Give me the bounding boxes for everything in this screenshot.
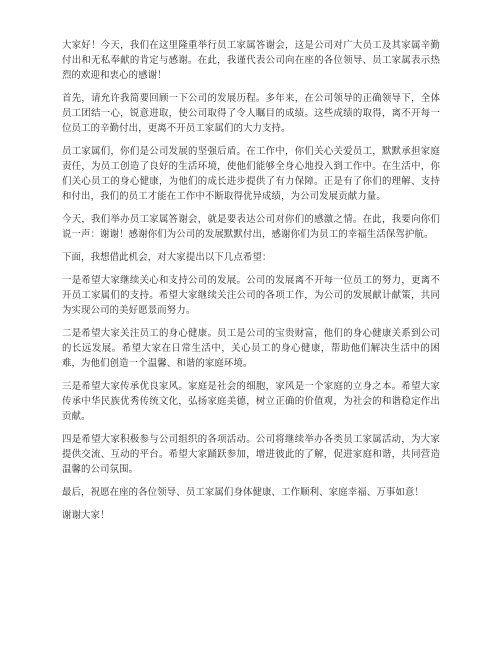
paragraph-closing-wishes: 最后，祝愿在座的各位领导、员工家属们身体健康、工作顺利、家庭幸福、万事如意！ [62,487,424,498]
paragraph-sign-off: 谢谢大家！ [62,510,110,521]
paragraph-hope-four: 四是希望大家积极参与公司组织的各项活动。公司将继续举办各类员工家属活动，为大家提供交流、互动的平台。希望大家踊跃参加，增进彼此的了解，促进家庭和谐，共同营造温馨的公司氛围。 [62,434,440,475]
paragraph-hopes-intro: 下面，我想借此机会，对大家提出以下几点希望： [62,252,272,263]
paragraph-hope-three: 三是希望大家传承优良家风。家庭是社会的细胞，家风是一个家庭的立身之本。希望大家传承中华民族优秀传统文化，弘扬家庭美德，树立正确的价值观，为社会的和谐稳定作出贡献。 [62,381,440,422]
document-body [62,38,440,531]
paragraph-thanks: 今天，我们举办员工家属答谢会，就是要表达公司对你们的感激之情。在此，我要向你们说一声：谢谢！感谢你们为公司的发展默默付出，感谢你们为员工的幸福生活保驾护航。 [62,214,440,240]
paragraph-family-support: 员工家属们，你们是公司发展的坚强后盾。在工作中，你们关心关爱员工，默默承担家庭责任，为员工创造了良好的生活环境，使他们能够全身心地投入到工作中。在生活中，你们关心员工的身心健康，为他们的成长进步提供了有力保障。正是有了你们的理解、支持和付出，我们的员工才能在工作中不断取得优异成绩，为公司发展贡献力量。 [62,146,440,202]
paragraph-history: 首先，请允许我简要回顾一下公司的发展历程。多年来，在公司领导的正确领导下，全体员工团结一心，锐意进取，使公司取得了令人瞩目的成绩。这些成绩的取得，离不开每一位员工的辛勤付出，更离不开员工家属们的大力支持。 [62,93,440,134]
paragraph-hope-one: 一是希望大家继续关心和支持公司的发展。公司的发展离不开每一位员工的努力，更离不开员工家属们的支持。希望大家继续关注公司的各项工作，为公司的发展献计献策，共同为实现公司的美好愿景而努力。 [62,275,440,316]
paragraph-greeting: 大家好！今天，我们在这里隆重举行员工家属答谢会，这是公司对广大员工及其家属辛勤付出和无私奉献的肯定与感谢。在此，我谨代表公司向在座的各位领导、员工家属表示热烈的欢迎和衷心的感谢！ [62,40,440,81]
paragraph-hope-two: 二是希望大家关注员工的身心健康。员工是公司的宝贵财富，他们的身心健康关系到公司的长远发展。希望大家在日常生活中，关心员工的身心健康，帮助他们解决生活中的困难，为他们创造一个温馨、和谐的家庭环境。 [62,328,440,369]
